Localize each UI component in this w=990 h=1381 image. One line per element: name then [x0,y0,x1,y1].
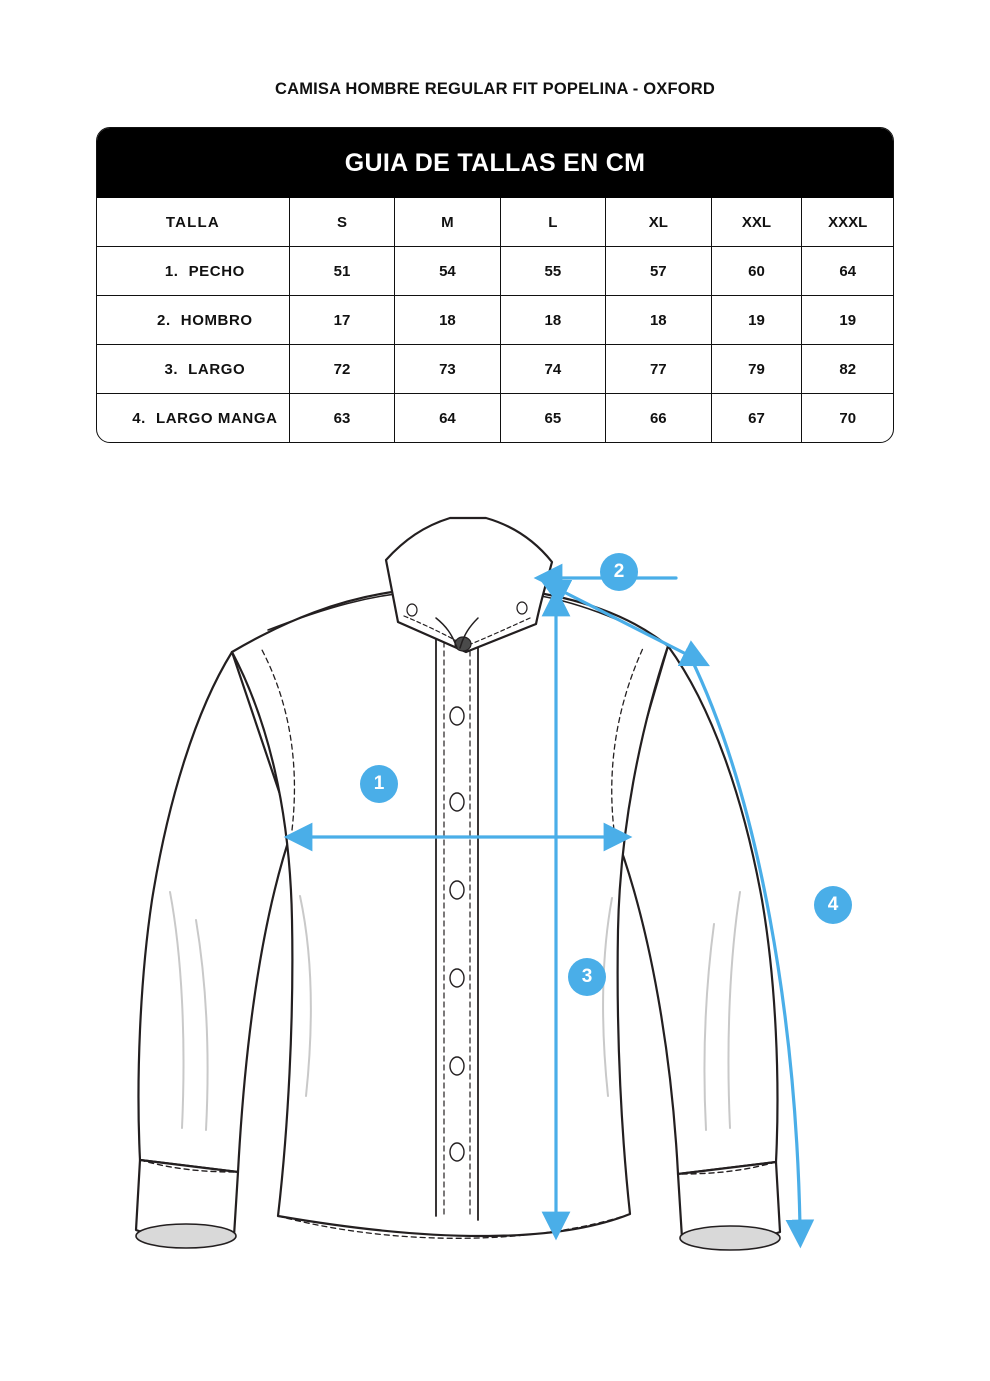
measurement-badge-2: 2 [600,553,638,591]
size-table-card [96,127,894,443]
row-number: 4. [132,409,146,427]
cell-hombro-xxl: 19 [711,296,802,345]
table-row [97,247,893,296]
row-number: 3. [164,360,179,378]
row-label-text: LARGO [188,360,246,378]
column-header-xxxl: XXXL [802,198,893,247]
measurement-badge-1: 1 [360,765,398,803]
cell-largo-s: 72 [289,345,394,394]
measurement-badge-3: 3 [568,958,606,996]
cell-largo-manga-xl: 66 [606,394,711,443]
cell-largo-xl: 77 [606,345,711,394]
cell-largo-l: 74 [500,345,605,394]
row-label-hombro [97,296,289,345]
row-label-largo-manga [97,394,289,443]
table-row [97,296,893,345]
column-header-xxl: XXL [711,198,802,247]
cell-hombro-xxxl: 19 [802,296,893,345]
row-label-pecho [97,247,289,296]
cell-largo-manga-l: 65 [500,394,605,443]
row-label-text: PECHO [188,262,245,280]
measurement-badge-4: 4 [814,886,852,924]
cell-largo-manga-xxxl: 70 [802,394,893,443]
size-table [97,198,893,442]
row-number: 2. [157,311,171,329]
page-title: CAMISA HOMBRE REGULAR FIT POPELINA - OXFORD [274,80,716,98]
cell-largo-xxxl: 82 [802,345,893,394]
row-label-text: LARGO MANGA [155,409,278,427]
table-row [97,394,893,443]
cell-largo-manga-s: 63 [289,394,394,443]
column-header-talla: TALLA [97,198,289,247]
shirt-measurement-diagram [0,500,990,1300]
cell-hombro-xl: 18 [606,296,711,345]
cell-pecho-m: 54 [395,247,500,296]
table-row [97,345,893,394]
size-table-header: GUIA DE TALLAS EN CM [97,128,893,198]
cell-pecho-s: 51 [289,247,394,296]
cell-hombro-s: 17 [289,296,394,345]
row-label-largo [97,345,289,394]
column-header-m: M [395,198,500,247]
row-label-text: HOMBRO [180,311,253,329]
table-header-row [97,198,893,247]
cell-largo-xxl: 79 [711,345,802,394]
cell-pecho-xl: 57 [606,247,711,296]
cell-largo-manga-xxl: 67 [711,394,802,443]
cell-largo-m: 73 [395,345,500,394]
cell-pecho-xxl: 60 [711,247,802,296]
column-header-s: S [289,198,394,247]
cell-hombro-l: 18 [500,296,605,345]
cell-hombro-m: 18 [395,296,500,345]
column-header-xl: XL [606,198,711,247]
row-number: 1. [164,262,179,280]
cell-largo-manga-m: 64 [395,394,500,443]
column-header-l: L [500,198,605,247]
cell-pecho-l: 55 [500,247,605,296]
cell-pecho-xxxl: 64 [802,247,893,296]
